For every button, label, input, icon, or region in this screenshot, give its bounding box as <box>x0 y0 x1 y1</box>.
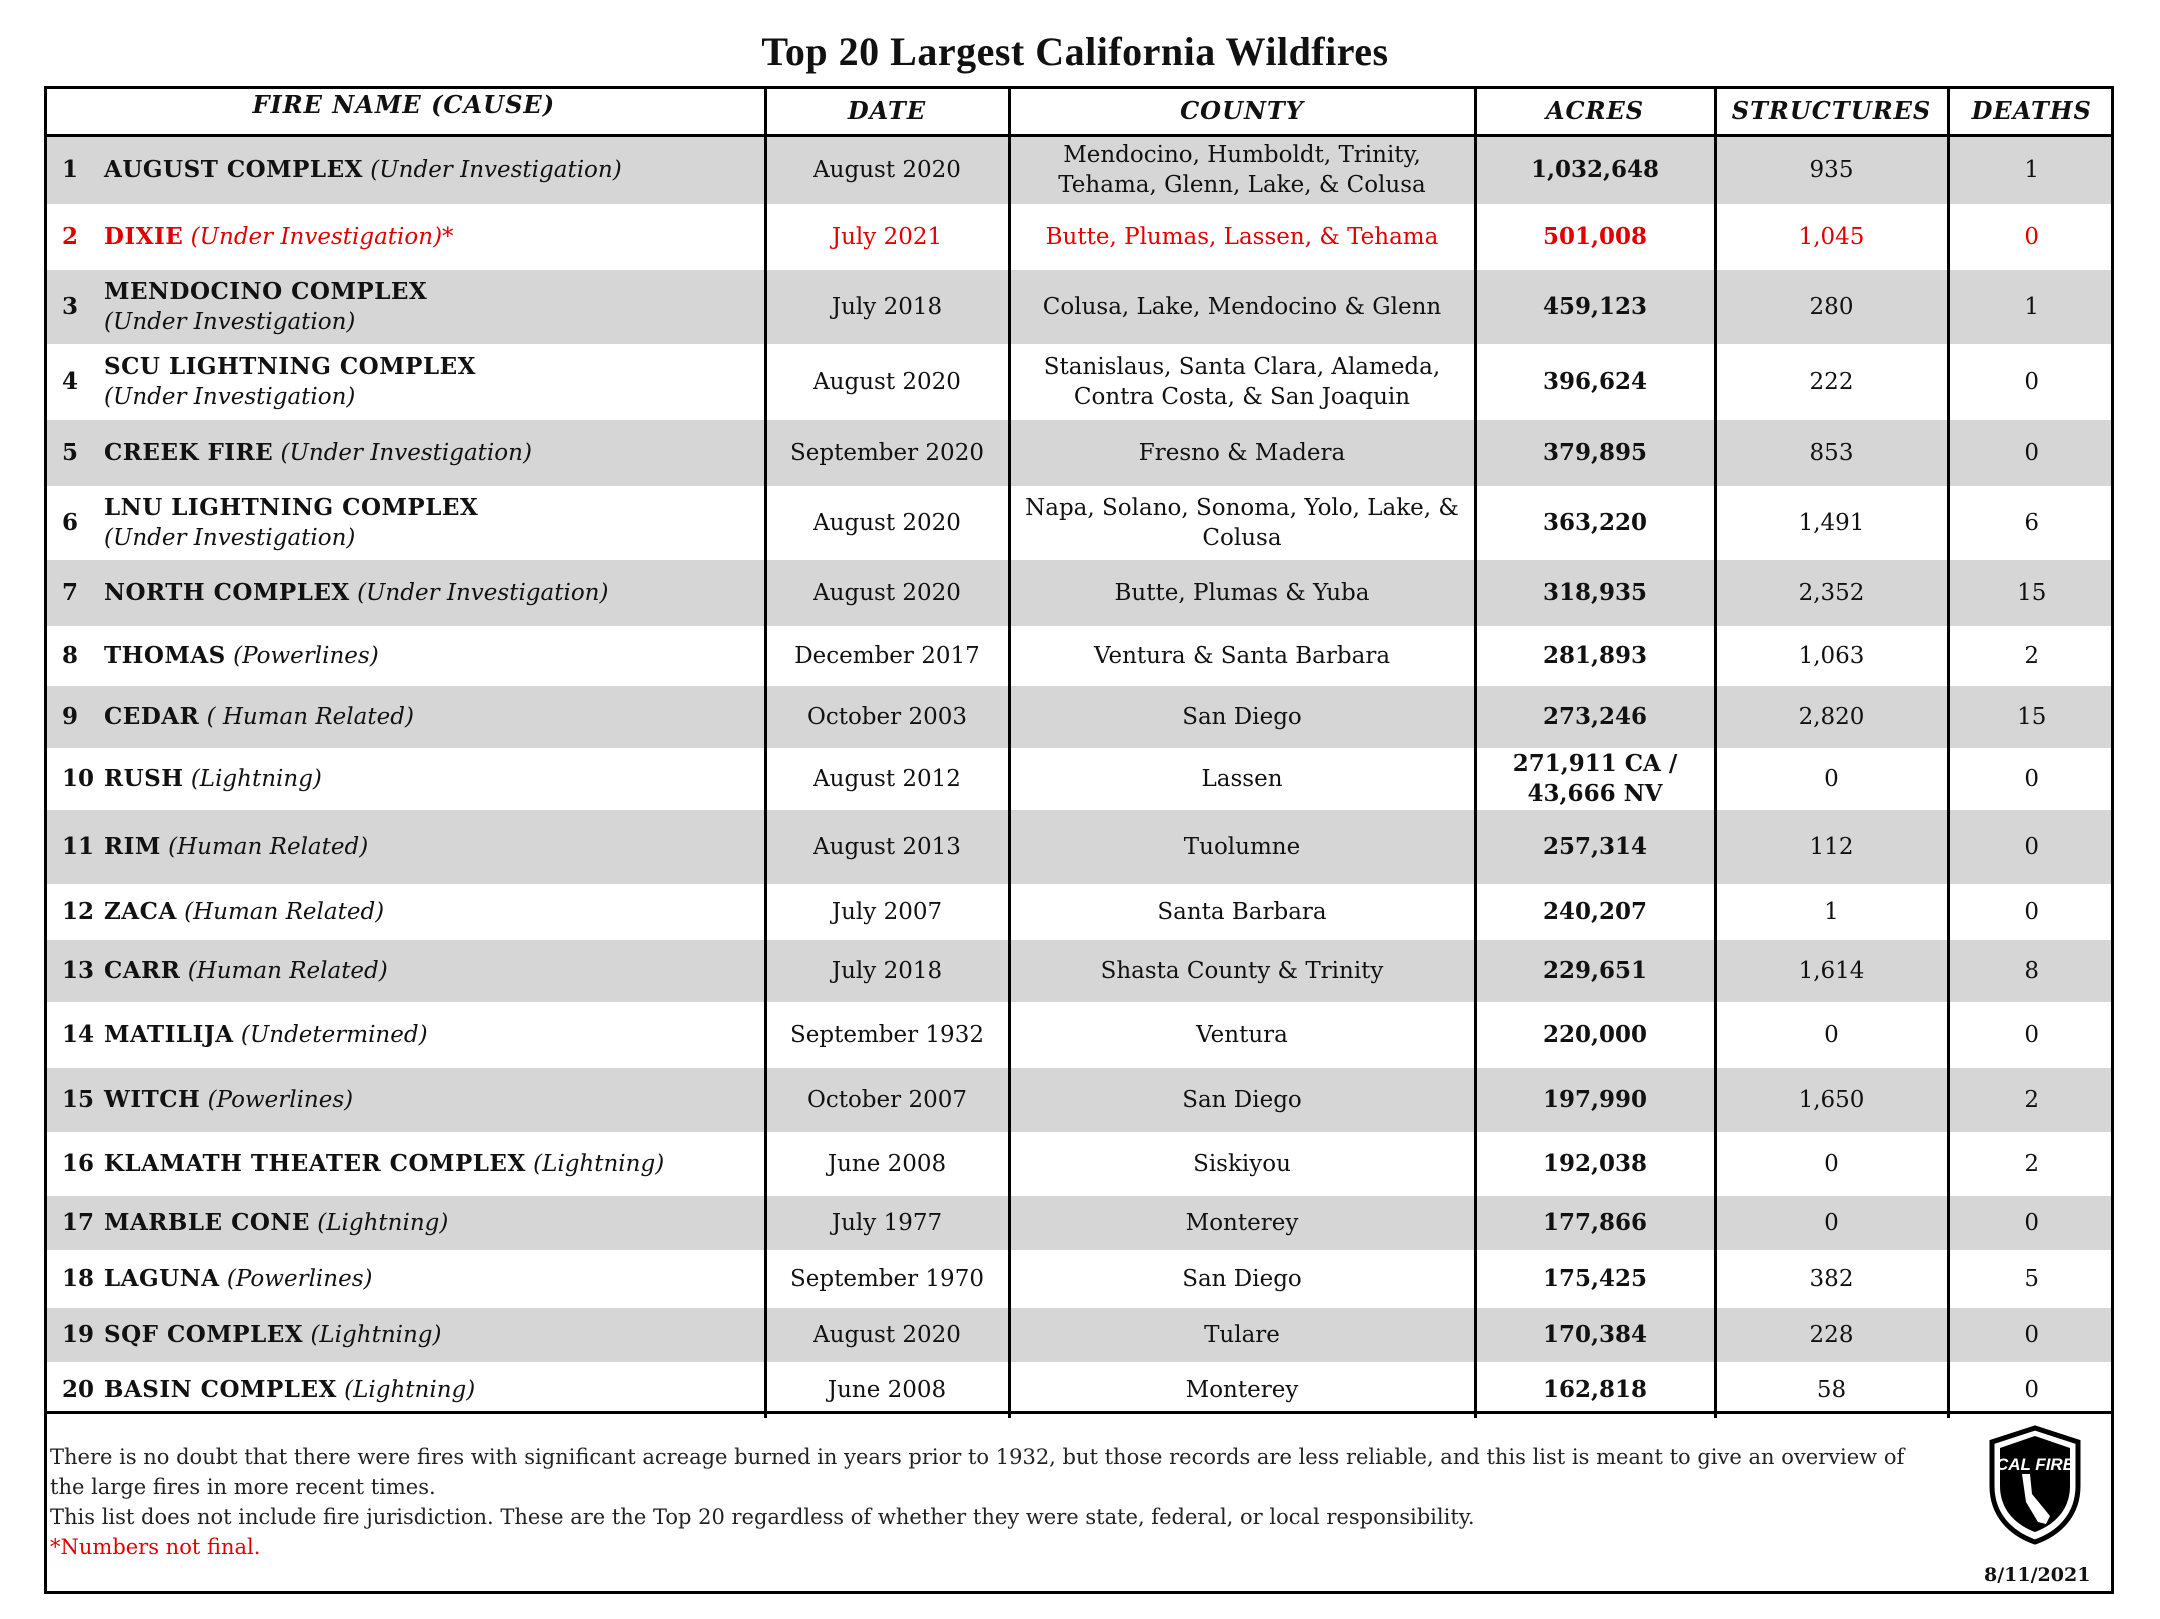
cell-rank: 16 <box>62 1149 95 1177</box>
cell-acres: 318,935 <box>1475 560 1715 626</box>
fire-name: CEDAR <box>104 702 200 730</box>
cell-deaths: 0 <box>1948 748 2114 810</box>
fire-name: MATILIJA <box>104 1020 234 1048</box>
fire-name: LAGUNA <box>104 1264 220 1292</box>
cell-date: July 2018 <box>765 940 1009 1002</box>
cell-county: Napa, Solano, Sonoma, Yolo, Lake, & Colusa <box>1009 486 1475 560</box>
cell-structures: 228 <box>1715 1308 1948 1362</box>
cell-county: Butte, Plumas & Yuba <box>1009 560 1475 626</box>
fire-cause: (Under Investigation) <box>357 579 609 606</box>
cell-structures: 0 <box>1715 748 1948 810</box>
cell-acres: 170,384 <box>1475 1308 1715 1362</box>
fire-cause: (Powerlines) <box>226 1265 373 1292</box>
fire-name: THOMAS <box>104 641 226 669</box>
cell-deaths: 0 <box>1948 344 2114 420</box>
fire-name: MARBLE CONE <box>104 1208 310 1236</box>
cell-county: Tuolumne <box>1009 810 1475 884</box>
cell-rank: 20 <box>62 1375 95 1403</box>
cell-acres: 273,246 <box>1475 686 1715 748</box>
cell-rank: 17 <box>62 1208 95 1236</box>
header-date: DATE <box>765 86 1009 136</box>
cell-structures: 1,650 <box>1715 1068 1948 1132</box>
fire-name: LNU LIGHTNING COMPLEX <box>104 493 479 521</box>
cell-deaths: 2 <box>1948 626 2114 686</box>
cell-rank: 12 <box>62 897 95 925</box>
cell-deaths: 8 <box>1948 940 2114 1002</box>
fire-name: CREEK FIRE <box>104 438 274 466</box>
cell-acres: 240,207 <box>1475 884 1715 940</box>
cell-deaths: 0 <box>1948 1196 2114 1250</box>
cell-date: August 2013 <box>765 810 1009 884</box>
note-line-2: This list does not include fire jurisdiction. These are the Top 20 regardless of whether they were state, federal, or local responsibility. <box>50 1505 1475 1529</box>
cell-rank: 11 <box>62 832 95 860</box>
cell-acres: 162,818 <box>1475 1362 1715 1418</box>
note-line-3: *Numbers not final. <box>50 1535 261 1559</box>
cell-date: June 2008 <box>765 1132 1009 1196</box>
header-acres: ACRES <box>1475 86 1715 136</box>
cell-structures: 1,063 <box>1715 626 1948 686</box>
cell-rank: 9 <box>62 702 79 730</box>
fire-cause: (Under Investigation) <box>104 524 356 551</box>
fire-cause: (Human Related) <box>168 833 369 860</box>
cell-rank: 18 <box>62 1264 95 1292</box>
cell-structures: 2,820 <box>1715 686 1948 748</box>
cell-acres: 220,000 <box>1475 1002 1715 1068</box>
cell-acres: 257,314 <box>1475 810 1715 884</box>
cell-structures: 1,045 <box>1715 204 1948 270</box>
cell-structures: 0 <box>1715 1002 1948 1068</box>
cell-county: San Diego <box>1009 1250 1475 1308</box>
fire-cause: (Powerlines) <box>207 1086 354 1113</box>
cell-deaths: 2 <box>1948 1068 2114 1132</box>
fire-cause: (Under Investigation) <box>104 308 356 335</box>
cal-fire-logo-icon <box>1986 1424 2084 1546</box>
table-frame <box>44 86 2114 1594</box>
fire-name: RIM <box>104 832 161 860</box>
cell-deaths: 0 <box>1948 1308 2114 1362</box>
cell-date: July 2021 <box>765 204 1009 270</box>
cell-structures: 0 <box>1715 1196 1948 1250</box>
cell-rank: 6 <box>62 508 79 536</box>
header-deaths: DEATHS <box>1948 86 2114 136</box>
cell-date: July 1977 <box>765 1196 1009 1250</box>
cell-rank: 5 <box>62 438 79 466</box>
cell-rank: 15 <box>62 1085 95 1113</box>
note-line-1: There is no doubt that there were fires with significant acreage burned in years prior to 1932, but those records are less reliable, and this list is meant to give an overview of the large fires in more recent times. <box>50 1445 1905 1499</box>
date-stamp: 8/11/2021 <box>1984 1564 2091 1586</box>
cell-acres: 363,220 <box>1475 486 1715 560</box>
cell-deaths: 1 <box>1948 270 2114 344</box>
cell-date: June 2008 <box>765 1362 1009 1418</box>
cell-rank: 14 <box>62 1020 95 1048</box>
cell-date: August 2020 <box>765 560 1009 626</box>
cell-date: August 2020 <box>765 1308 1009 1362</box>
fire-cause: ( Human Related) <box>206 703 414 730</box>
cell-county: Siskiyou <box>1009 1132 1475 1196</box>
logo-text: CAL FIRE <box>1995 1455 2075 1474</box>
cell-structures: 935 <box>1715 136 1948 204</box>
cell-rank: 19 <box>62 1320 95 1348</box>
cell-county: Mendocino, Humboldt, Trinity, Tehama, Glenn, Lake, & Colusa <box>1009 136 1475 204</box>
fire-name: SCU LIGHTNING COMPLEX <box>104 352 476 380</box>
cell-structures: 280 <box>1715 270 1948 344</box>
cell-deaths: 6 <box>1948 486 2114 560</box>
cell-rank: 1 <box>62 156 79 184</box>
fire-cause: (Under Investigation) <box>280 439 532 466</box>
fire-name: DIXIE <box>104 222 184 250</box>
cell-county: Lassen <box>1009 748 1475 810</box>
header-county: COUNTY <box>1009 86 1475 136</box>
cell-date: August 2012 <box>765 748 1009 810</box>
cell-deaths: 0 <box>1948 884 2114 940</box>
fire-name: WITCH <box>104 1085 201 1113</box>
fire-cause: (Lightning) <box>317 1209 449 1236</box>
cell-acres: 1,032,648 <box>1475 136 1715 204</box>
cell-county: San Diego <box>1009 686 1475 748</box>
cell-deaths: 0 <box>1948 1362 2114 1418</box>
cell-deaths: 2 <box>1948 1132 2114 1196</box>
cell-acres: 459,123 <box>1475 270 1715 344</box>
cell-structures: 853 <box>1715 420 1948 486</box>
header-fire-name: FIRE NAME (CAUSE) <box>44 86 765 136</box>
fire-name: AUGUST COMPLEX <box>104 156 363 184</box>
fire-cause: (Lightning) <box>310 1321 442 1348</box>
cell-county: Santa Barbara <box>1009 884 1475 940</box>
cell-deaths: 0 <box>1948 204 2114 270</box>
fire-name: RUSH <box>104 764 184 792</box>
fire-name: CARR <box>104 956 181 984</box>
fire-cause: (Lightning) <box>190 765 322 792</box>
fire-cause: (Human Related) <box>184 898 385 925</box>
fire-cause: (Powerlines) <box>233 642 379 669</box>
cell-acres: 271,911 CA / 43,666 NV <box>1475 748 1715 810</box>
cell-date: September 1932 <box>765 1002 1009 1068</box>
fire-name: MENDOCINO COMPLEX <box>104 277 428 305</box>
cell-rank: 13 <box>62 956 95 984</box>
cell-structures: 1 <box>1715 884 1948 940</box>
fire-name: NORTH COMPLEX <box>104 578 350 606</box>
cell-structures: 382 <box>1715 1250 1948 1308</box>
cell-deaths: 15 <box>1948 686 2114 748</box>
cell-county: Colusa, Lake, Mendocino & Glenn <box>1009 270 1475 344</box>
cell-structures: 1,614 <box>1715 940 1948 1002</box>
cell-rank: 2 <box>62 222 79 250</box>
cell-deaths: 1 <box>1948 136 2114 204</box>
cell-acres: 501,008 <box>1475 204 1715 270</box>
cell-date: July 2007 <box>765 884 1009 940</box>
cell-acres: 192,038 <box>1475 1132 1715 1196</box>
notes-block <box>50 1442 1930 1562</box>
cell-acres: 177,866 <box>1475 1196 1715 1250</box>
cell-county: Monterey <box>1009 1196 1475 1250</box>
cell-acres: 396,624 <box>1475 344 1715 420</box>
cell-county: San Diego <box>1009 1068 1475 1132</box>
cell-county: Ventura & Santa Barbara <box>1009 626 1475 686</box>
fire-name: SQF COMPLEX <box>104 1320 304 1348</box>
cell-acres: 175,425 <box>1475 1250 1715 1308</box>
page-title: Top 20 Largest California Wildfires <box>761 29 1389 74</box>
cell-county: Butte, Plumas, Lassen, & Tehama <box>1009 204 1475 270</box>
header-structures: STRUCTURES <box>1715 86 1948 136</box>
cell-structures: 2,352 <box>1715 560 1948 626</box>
cell-rank: 8 <box>62 641 79 669</box>
cell-county: Ventura <box>1009 1002 1475 1068</box>
cell-county: Fresno & Madera <box>1009 420 1475 486</box>
cell-structures: 222 <box>1715 344 1948 420</box>
cell-date: September 1970 <box>765 1250 1009 1308</box>
cell-structures: 58 <box>1715 1362 1948 1418</box>
cell-rank: 3 <box>62 292 79 320</box>
fire-cause: (Human Related) <box>187 957 388 984</box>
fire-cause: (Lightning) <box>533 1150 665 1177</box>
cell-date: December 2017 <box>765 626 1009 686</box>
cell-deaths: 0 <box>1948 420 2114 486</box>
cell-rank: 4 <box>62 367 79 395</box>
cell-rank: 7 <box>62 578 79 606</box>
cell-date: August 2020 <box>765 344 1009 420</box>
cell-acres: 229,651 <box>1475 940 1715 1002</box>
cell-county: Monterey <box>1009 1362 1475 1418</box>
cell-date: October 2003 <box>765 686 1009 748</box>
cell-county: Tulare <box>1009 1308 1475 1362</box>
cell-date: October 2007 <box>765 1068 1009 1132</box>
fire-name: ZACA <box>104 897 177 925</box>
cell-date: September 2020 <box>765 420 1009 486</box>
cell-acres: 281,893 <box>1475 626 1715 686</box>
cell-county: Stanislaus, Santa Clara, Alameda, Contra Costa, & San Joaquin <box>1009 344 1475 420</box>
fire-cause: (Under Investigation) <box>370 157 622 184</box>
cell-county: Shasta County & Trinity <box>1009 940 1475 1002</box>
cell-structures: 0 <box>1715 1132 1948 1196</box>
cell-deaths: 0 <box>1948 1002 2114 1068</box>
fire-cause: (Undetermined) <box>240 1021 428 1048</box>
fire-cause: (Lightning) <box>344 1376 476 1403</box>
fire-cause: (Under Investigation) <box>104 383 356 410</box>
cell-rank: 10 <box>62 764 95 792</box>
cell-structures: 1,491 <box>1715 486 1948 560</box>
fire-name: KLAMATH THEATER COMPLEX <box>104 1149 526 1177</box>
footer-notes <box>44 1411 2114 1594</box>
fire-name: BASIN COMPLEX <box>104 1375 337 1403</box>
cell-date: August 2020 <box>765 136 1009 204</box>
cell-acres: 379,895 <box>1475 420 1715 486</box>
cell-date: July 2018 <box>765 270 1009 344</box>
cell-deaths: 0 <box>1948 810 2114 884</box>
cell-structures: 112 <box>1715 810 1948 884</box>
cell-acres: 197,990 <box>1475 1068 1715 1132</box>
cell-deaths: 15 <box>1948 560 2114 626</box>
cell-date: August 2020 <box>765 486 1009 560</box>
cell-deaths: 5 <box>1948 1250 2114 1308</box>
fire-cause: (Under Investigation)* <box>190 223 454 250</box>
